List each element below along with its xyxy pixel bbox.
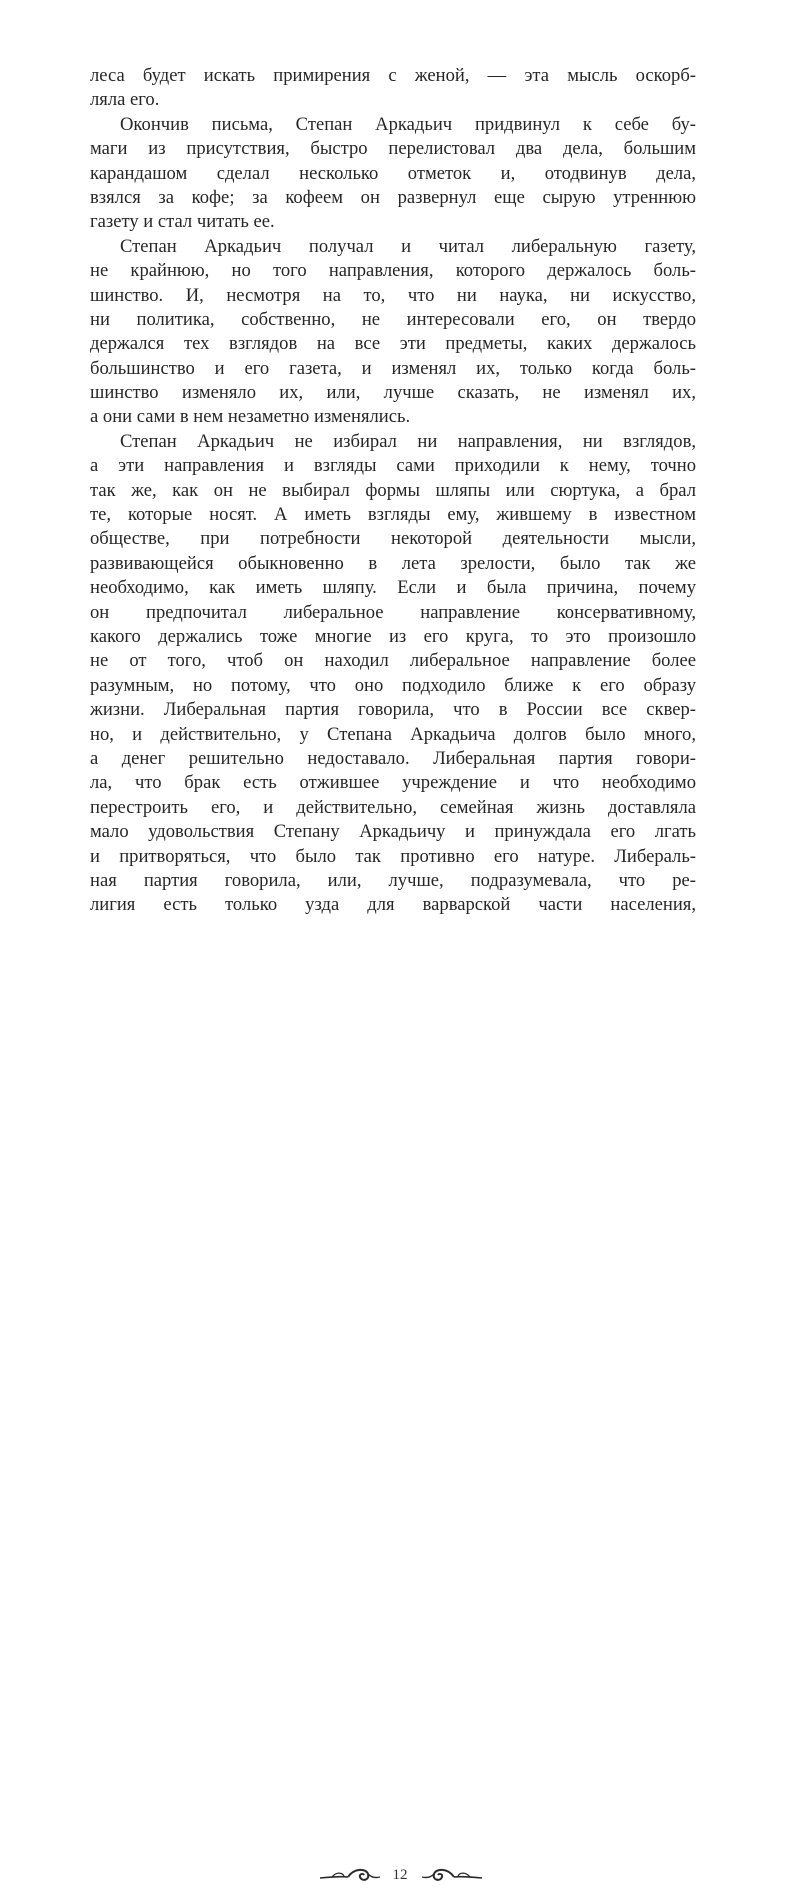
text-line: перестроить его, и действительно, семейная жизнь доставляла — [90, 796, 696, 818]
text-line: не от того, чтоб он находил либеральное направление более — [90, 650, 696, 672]
text-line: необходимо, как иметь шляпу. Если и была причина, почему — [90, 577, 696, 599]
text-line: мало удовольствия Степану Аркадьичу и принуждала его лгать — [90, 821, 696, 843]
page-number: 12 — [392, 1867, 408, 1883]
text-line: но, и действительно, у Степана Аркадьича долгов было много, — [90, 723, 696, 745]
text-line: ни политика, собственно, не интересовали его, он твердо — [90, 308, 696, 330]
text-line: те, которые носят. А иметь взгляды ему, жившему в известном — [90, 504, 696, 526]
text-line: ляла его. — [90, 89, 160, 111]
text-line: маги из присутствия, быстро перелистовал два дела, большим — [90, 138, 696, 160]
text-line: а денег решительно недоставало. Либеральная партия говори- — [90, 747, 696, 769]
text-line: шинство изменяло их, или, лучше сказать, не изменял их, — [90, 382, 696, 404]
body-text — [90, 64, 696, 918]
text-line: Степан Аркадьич не избирал ни направления, ни взглядов, — [120, 430, 696, 452]
text-line: Степан Аркадьич получал и читал либеральную газету, — [120, 235, 696, 257]
text-line: лигия есть только узда для варварской части населения, — [90, 894, 696, 916]
text-line: газету и стал читать ее. — [90, 211, 275, 233]
text-line: взялся за кофе; за кофеем он развернул еще сырую утреннюю — [90, 186, 696, 208]
text-line: обществе, при потребности некоторой деятельности мысли, — [90, 528, 696, 550]
text-line: какого держались тоже многие из его круга, то это произошло — [90, 625, 696, 647]
text-line: карандашом сделал несколько отметок и, отодвинув дела, — [90, 162, 696, 184]
left-flourish-ornament-icon — [318, 1864, 382, 1888]
text-line: а они сами в нем незаметно изменялись. — [90, 406, 411, 428]
text-line: разумным, но потому, что оно подходило ближе к его образу — [90, 674, 696, 696]
text-line: а эти направления и взгляды сами приходили к нему, точно — [90, 455, 696, 477]
text-line: ная партия говорила, или, лучше, подразумевала, что ре- — [90, 869, 696, 891]
text-line: развивающейся обыкновенно в лета зрелости, было так же — [90, 552, 696, 574]
text-line: жизни. Либеральная партия говорила, что в России все сквер- — [90, 699, 696, 721]
right-flourish-ornament-icon — [420, 1864, 484, 1888]
text-line: шинство. И, несмотря на то, что ни наука, ни искусство, — [90, 284, 696, 306]
text-line: леса будет искать примирения с женой, — эта мысль оскорб- — [90, 65, 696, 86]
text-line: держался тех взглядов на все эти предметы, каких держалось — [90, 333, 696, 355]
text-line: Окончив письма, Степан Аркадьич придвинул к себе бу- — [120, 113, 696, 135]
text-line: ла, что брак есть отжившее учреждение и что необходимо — [90, 772, 696, 794]
text-line: он предпочитал либеральное направление консервативному, — [90, 601, 696, 623]
text-line: большинство и его газета, и изменял их, только когда боль- — [90, 357, 696, 379]
page-footer — [0, 928, 800, 1883]
text-line: не крайнюю, но того направления, которого держалось боль- — [90, 260, 696, 282]
text-line: и притворяться, что было так противно его натуре. Либераль- — [90, 845, 696, 867]
text-line: так же, как он не выбирал формы шляпы или сюртука, а брал — [90, 479, 696, 501]
